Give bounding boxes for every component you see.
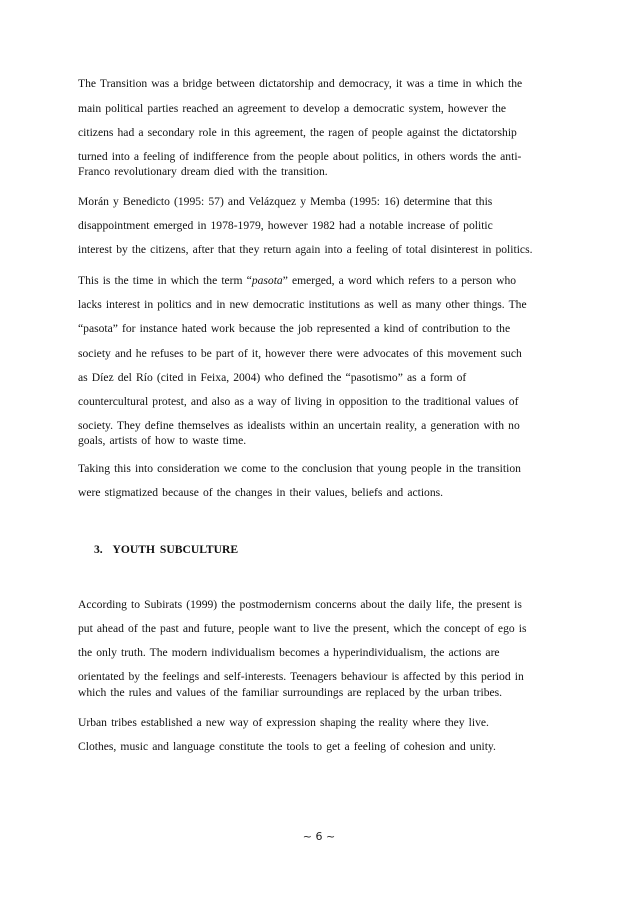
section-paragraph-1-line-5: which the rules and values of the familiar surroundings are replaced by the urban tribes.: [78, 686, 503, 699]
section-title: YOUTH SUBCULTURE: [112, 543, 239, 556]
paragraph-4-line-1: Taking this into consideration we come to the conclusion that young people in the transition: [78, 462, 521, 475]
paragraph-1-line-1: The Transition was a bridge between dictatorship and democracy, it was a time in which the: [78, 77, 523, 90]
section-paragraph-1-line-1: According to Subirats (1999) the postmodernism concerns about the daily life, the present is: [78, 598, 522, 611]
paragraph-4-line-2: were stigmatized because of the changes in their values, beliefs and actions.: [78, 486, 444, 499]
paragraph-3-line-1: [78, 274, 516, 288]
italic-term: pasota: [251, 274, 283, 287]
paragraph-3-line-5: as Díez del Río (cited in Feixa, 2004) who defined the “pasotismo” as a form of: [78, 371, 467, 384]
paragraph-2-line-3: interest by the citizens, after that they return again into a feeling of total disinterest in politics.: [78, 243, 533, 256]
section-paragraph-1-line-4: orientated by the feelings and self-interests. Teenagers behaviour is affected by this period in: [78, 670, 524, 683]
paragraph-3-line-4: society and he refuses to be part of it, however there were advocates of this movement such: [78, 347, 522, 360]
section-paragraph-2-line-1: Urban tribes established a new way of expression shaping the reality where they live.: [78, 716, 489, 729]
section-heading: [94, 543, 238, 556]
line-rest: ” emerged, a word which refers to a person who: [282, 274, 517, 287]
paragraph-3-line-3: “pasota” for instance hated work because the job represented a kind of contribution to the: [78, 322, 511, 335]
section-number: 3.: [94, 543, 103, 556]
section-paragraph-1-line-2: put ahead of the past and future, people want to live the present, which the concept of ego is: [78, 622, 527, 635]
paragraph-3-line-7: society. They define themselves as idealists within an uncertain reality, a generation with no: [78, 419, 520, 432]
paragraph-1-line-5: Franco revolutionary dream died with the transition.: [78, 165, 328, 178]
page-number: ~ 6 ~: [302, 830, 336, 843]
paragraph-1-line-2: main political parties reached an agreement to develop a democratic system, however the: [78, 102, 507, 115]
paragraph-3-line-2: lacks interest in politics and in new democratic institutions as well as many other things. The: [78, 298, 527, 311]
paragraph-3-line-8: goals, artists of how to waste time.: [78, 434, 247, 447]
paragraph-3-line-6: countercultural protest, and also as a way of living in opposition to the traditional values of: [78, 395, 519, 408]
line-start: This is the time in which the term “: [78, 274, 252, 287]
section-paragraph-2-line-2: Clothes, music and language constitute the tools to get a feeling of cohesion and unity.: [78, 740, 496, 753]
paragraph-2-line-1: Morán y Benedicto (1995: 57) and Velázquez y Memba (1995: 16) determine that this: [78, 195, 493, 208]
paragraph-1-line-3: citizens had a secondary role in this agreement, the ragen of people against the dictatorship: [78, 126, 517, 139]
paragraph-1-line-4: turned into a feeling of indifference from the people about politics, in others words the anti-: [78, 150, 522, 163]
section-paragraph-1-line-3: the only truth. The modern individualism becomes a hyperindividualism, the actions are: [78, 646, 500, 659]
paragraph-2-line-2: disappointment emerged in 1978-1979, however 1982 had a notable increase of politic: [78, 219, 493, 232]
